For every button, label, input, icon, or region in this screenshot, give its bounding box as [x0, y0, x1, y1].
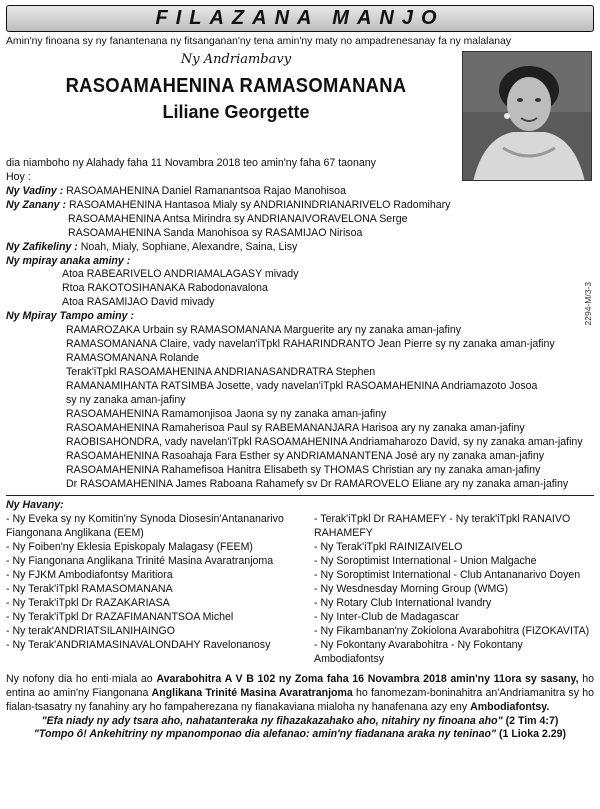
list-item: - Ny FJKM Ambodiafontsy Maritiora	[6, 568, 173, 581]
portrait-image	[463, 52, 592, 181]
children-first: RASOAMAHENINA Hantasoa Mialy sy ANDRIANINDRIANARIVELO Radomihary	[69, 198, 451, 211]
children-line: RASOAMAHENINA Antsa Mirindra sy ANDRIANAIVORAVELONA Serge	[68, 212, 408, 225]
relatives-columns	[6, 513, 594, 667]
funeral-text: ho entina ao amin'ny Fiangonana	[6, 672, 595, 699]
list-item: RAMASOMANANA Rolande	[66, 352, 200, 365]
list-item: - Ny Terak'ANDRIAMASINAVALONDAHY Ravelonanosy	[6, 638, 271, 651]
bible-quote	[6, 715, 594, 729]
relatives-right-column	[294, 513, 594, 667]
list-item: sy ny zanaka aman-jafiny	[66, 394, 186, 407]
list-item: Atoa RABEARIVELO ANDRIAMALAGASY mivady	[62, 268, 299, 281]
burial-place: Ambodiafontsy.	[470, 700, 550, 713]
list-item: - Ny Eveka sy ny Komitin'ny Synoda Diosesin'Antananarivo	[6, 512, 284, 525]
list-item: - Ny Inter-Club de Madagascar	[314, 610, 459, 623]
children-section	[6, 199, 594, 241]
list-item: - Ny Fiangonana Anglikana Trinité Masina Avaratranjoma	[6, 554, 274, 567]
funeral-text: ho fanomezam-boninahitra an'Andriamanitra sy ho fialan-tsasatry ny fanahiny ary ho fampaherezana ny fianakaviana mialoha ny hanafenana azy eny	[6, 686, 594, 713]
list-item: RASOAMAHENINA Ramaherisoa Paul sy RABEMANANJARA Harisoa ary ny zanaka aman-jafiny	[66, 422, 525, 435]
list-item: RAMAROZAKA Urbain sy RAMASOMANANA Marguerite ary ny zanaka aman-jafiny	[66, 324, 462, 337]
list-item: - Ny Terak'iTpkl RAINIZAIVELO	[314, 540, 463, 553]
quote-text: "Efa niady ny ady tsara aho, nahatanteraka ny fihazakazahako aho, nitahiry ny finoana aho"	[41, 714, 503, 727]
funeral-church: Anglikana Trinité Masina Avaratranjoma	[151, 686, 353, 699]
intro-text: Amin'ny finoana sy ny fanantenana ny fitsanganan'ny tena amin'ny maty no ampadrenesanay fa ny malalanay	[6, 36, 512, 47]
divider	[6, 495, 594, 496]
list-item: RASOAMAHENINA Ramamonjisoa Jaona sy ny zanaka aman-jafiny	[66, 408, 387, 421]
honorific: Ny Andriambavy	[180, 51, 292, 67]
grandchildren-names: Noah, Mialy, Sophiane, Alexandre, Saina, Lisy	[80, 240, 298, 253]
bible-quote	[6, 728, 594, 742]
children-label: Ny Zanany :	[6, 198, 67, 211]
list-item: Fiangonana Anglikana (EEM)	[6, 526, 144, 539]
list-item: RAMANAMIHANTA RATSIMBA Josette, vady navelan'iTpkl RASOAMAHENINA Andriamazoto Josoa	[66, 380, 538, 393]
in-laws-section	[6, 255, 594, 311]
deceased-header	[6, 49, 594, 157]
relatives-label: Ny Havany:	[6, 498, 64, 511]
list-item: - Ny Soroptimist International - Club Antananarivo Doyen	[314, 568, 581, 581]
relatives-left-column	[6, 513, 286, 667]
quote-reference: (1 Lioka 2.29)	[498, 728, 567, 741]
list-item: RAOBISAHONDRA, vady navelan'iTpkl RASOAMAHENINA Andriamaharozo David, sy ny zanaka aman-jafiny	[66, 436, 583, 449]
siblings-section	[6, 310, 594, 492]
list-item: - Terak'iTpkl Dr RAHAMEFY - Ny terak'iTpkl RANAIVO	[314, 512, 571, 525]
spouse-line	[6, 185, 594, 199]
list-item: Dr RASOAMAHENINA James Raboana Rahamefy sv Dr RAMAROVELO Eliane ary ny zanaka aman-jafiny	[66, 478, 569, 491]
funeral-time-place: Avarabohitra A V B 102 ny Zoma faha 16 Novambra 2018 amin'ny 11ora sy sasany,	[156, 672, 579, 685]
death-notice: dia niamboho ny Alahady faha 11 Novambra 2018 teo amin'ny faha 67 taonany	[6, 156, 376, 169]
funeral-text: Ny nofony dia ho enti·miala ao	[6, 672, 157, 685]
funeral-details	[6, 673, 594, 715]
list-item: Rtoa RAKOTOSIHANAKA Rabodonavalona	[62, 282, 268, 295]
deceased-surname: RASOAMAHENINA RAMASOMANANA	[65, 74, 407, 97]
list-item: - Ny Terak'iTpkl Dr RAZAKARIASA	[6, 596, 170, 609]
list-item: RASOAMAHENINA Rahamefisoa Hanitra Elisabeth sy THOMAS Christian ary ny zanaka aman-jafiny	[66, 464, 541, 477]
list-item: - Ny Rotary Club International Ivandry	[314, 596, 492, 609]
list-item: - Ny Soroptimist International - Union Malgache	[314, 554, 537, 567]
list-item: - Ny Terak'iTpkl RAMASOMANANA	[6, 582, 173, 595]
spouse-label: Ny Vadiny :	[6, 184, 64, 197]
list-item: - Ny Foiben'ny Eklesia Episkopaly Malagasy (FEEM)	[6, 540, 253, 553]
quote-text: "Tompo ô! Ankehitriny ny mpanomponao dia alefanao: amin'ny fiadanana araka ny teninao"	[33, 728, 496, 741]
quote-reference: (2 Tim 4:7)	[505, 714, 559, 727]
list-item: - Ny Fikambanan'ny Zokiolona Avarabohitra (FIZOKAVITA)	[314, 624, 590, 637]
list-item: RASOAMAHENINA Rasoahaja Fara Esther sy ANDRIAMANANTENA José ary ny zanaka aman-jafiny	[66, 450, 545, 463]
spouse-name: RASOAMAHENINA Daniel Ramanantsoa Rajao Manohisoa	[66, 184, 346, 197]
hoy-label: Hoy :	[6, 170, 31, 183]
in-laws-label: Ny mpiray anaka aminy :	[6, 254, 131, 267]
reference-stamp: 2294-M/3-3	[582, 282, 593, 326]
grandchildren-label: Ny Zafikeliny :	[6, 240, 78, 253]
list-item: - Ny terak'ANDRIATSILANIHAINGO	[6, 624, 175, 637]
list-item: Terak'iTpkl RASOAMAHENINA ANDRIANASANDRATRA Stephen	[66, 366, 376, 379]
grandchildren-line	[6, 241, 594, 255]
list-item: - Ny Fokontany Avarabohitra - Ny Fokontany Ambodiafontsy	[314, 638, 523, 665]
list-item: - Ny Terak'iTpkl Dr RAZAFIMANANTSOA Michel	[6, 610, 234, 623]
portrait-photo	[462, 51, 592, 181]
list-item: RAHAMEFY	[314, 526, 373, 539]
notice-title: FILAZANA MANJO	[155, 7, 445, 30]
list-item: RAMASOMANANA Claire, vady navelan'iTpkl RAHARINDRANTO Jean Pierre sy ny zanaka aman-jafiny	[66, 338, 555, 351]
list-item: Atoa RASAMIJAO David mivady	[62, 296, 215, 309]
children-line: RASOAMAHENINA Sanda Manohisoa sy RASAMIJAO Nirisoa	[68, 226, 363, 239]
deceased-given-names: Liliane Georgette	[162, 101, 310, 122]
siblings-label: Ny Mpiray Tampo aminy :	[6, 310, 134, 323]
notice-title-banner	[6, 5, 594, 32]
list-item: - Ny Wesdnesday Morning Group (WMG)	[314, 582, 509, 595]
